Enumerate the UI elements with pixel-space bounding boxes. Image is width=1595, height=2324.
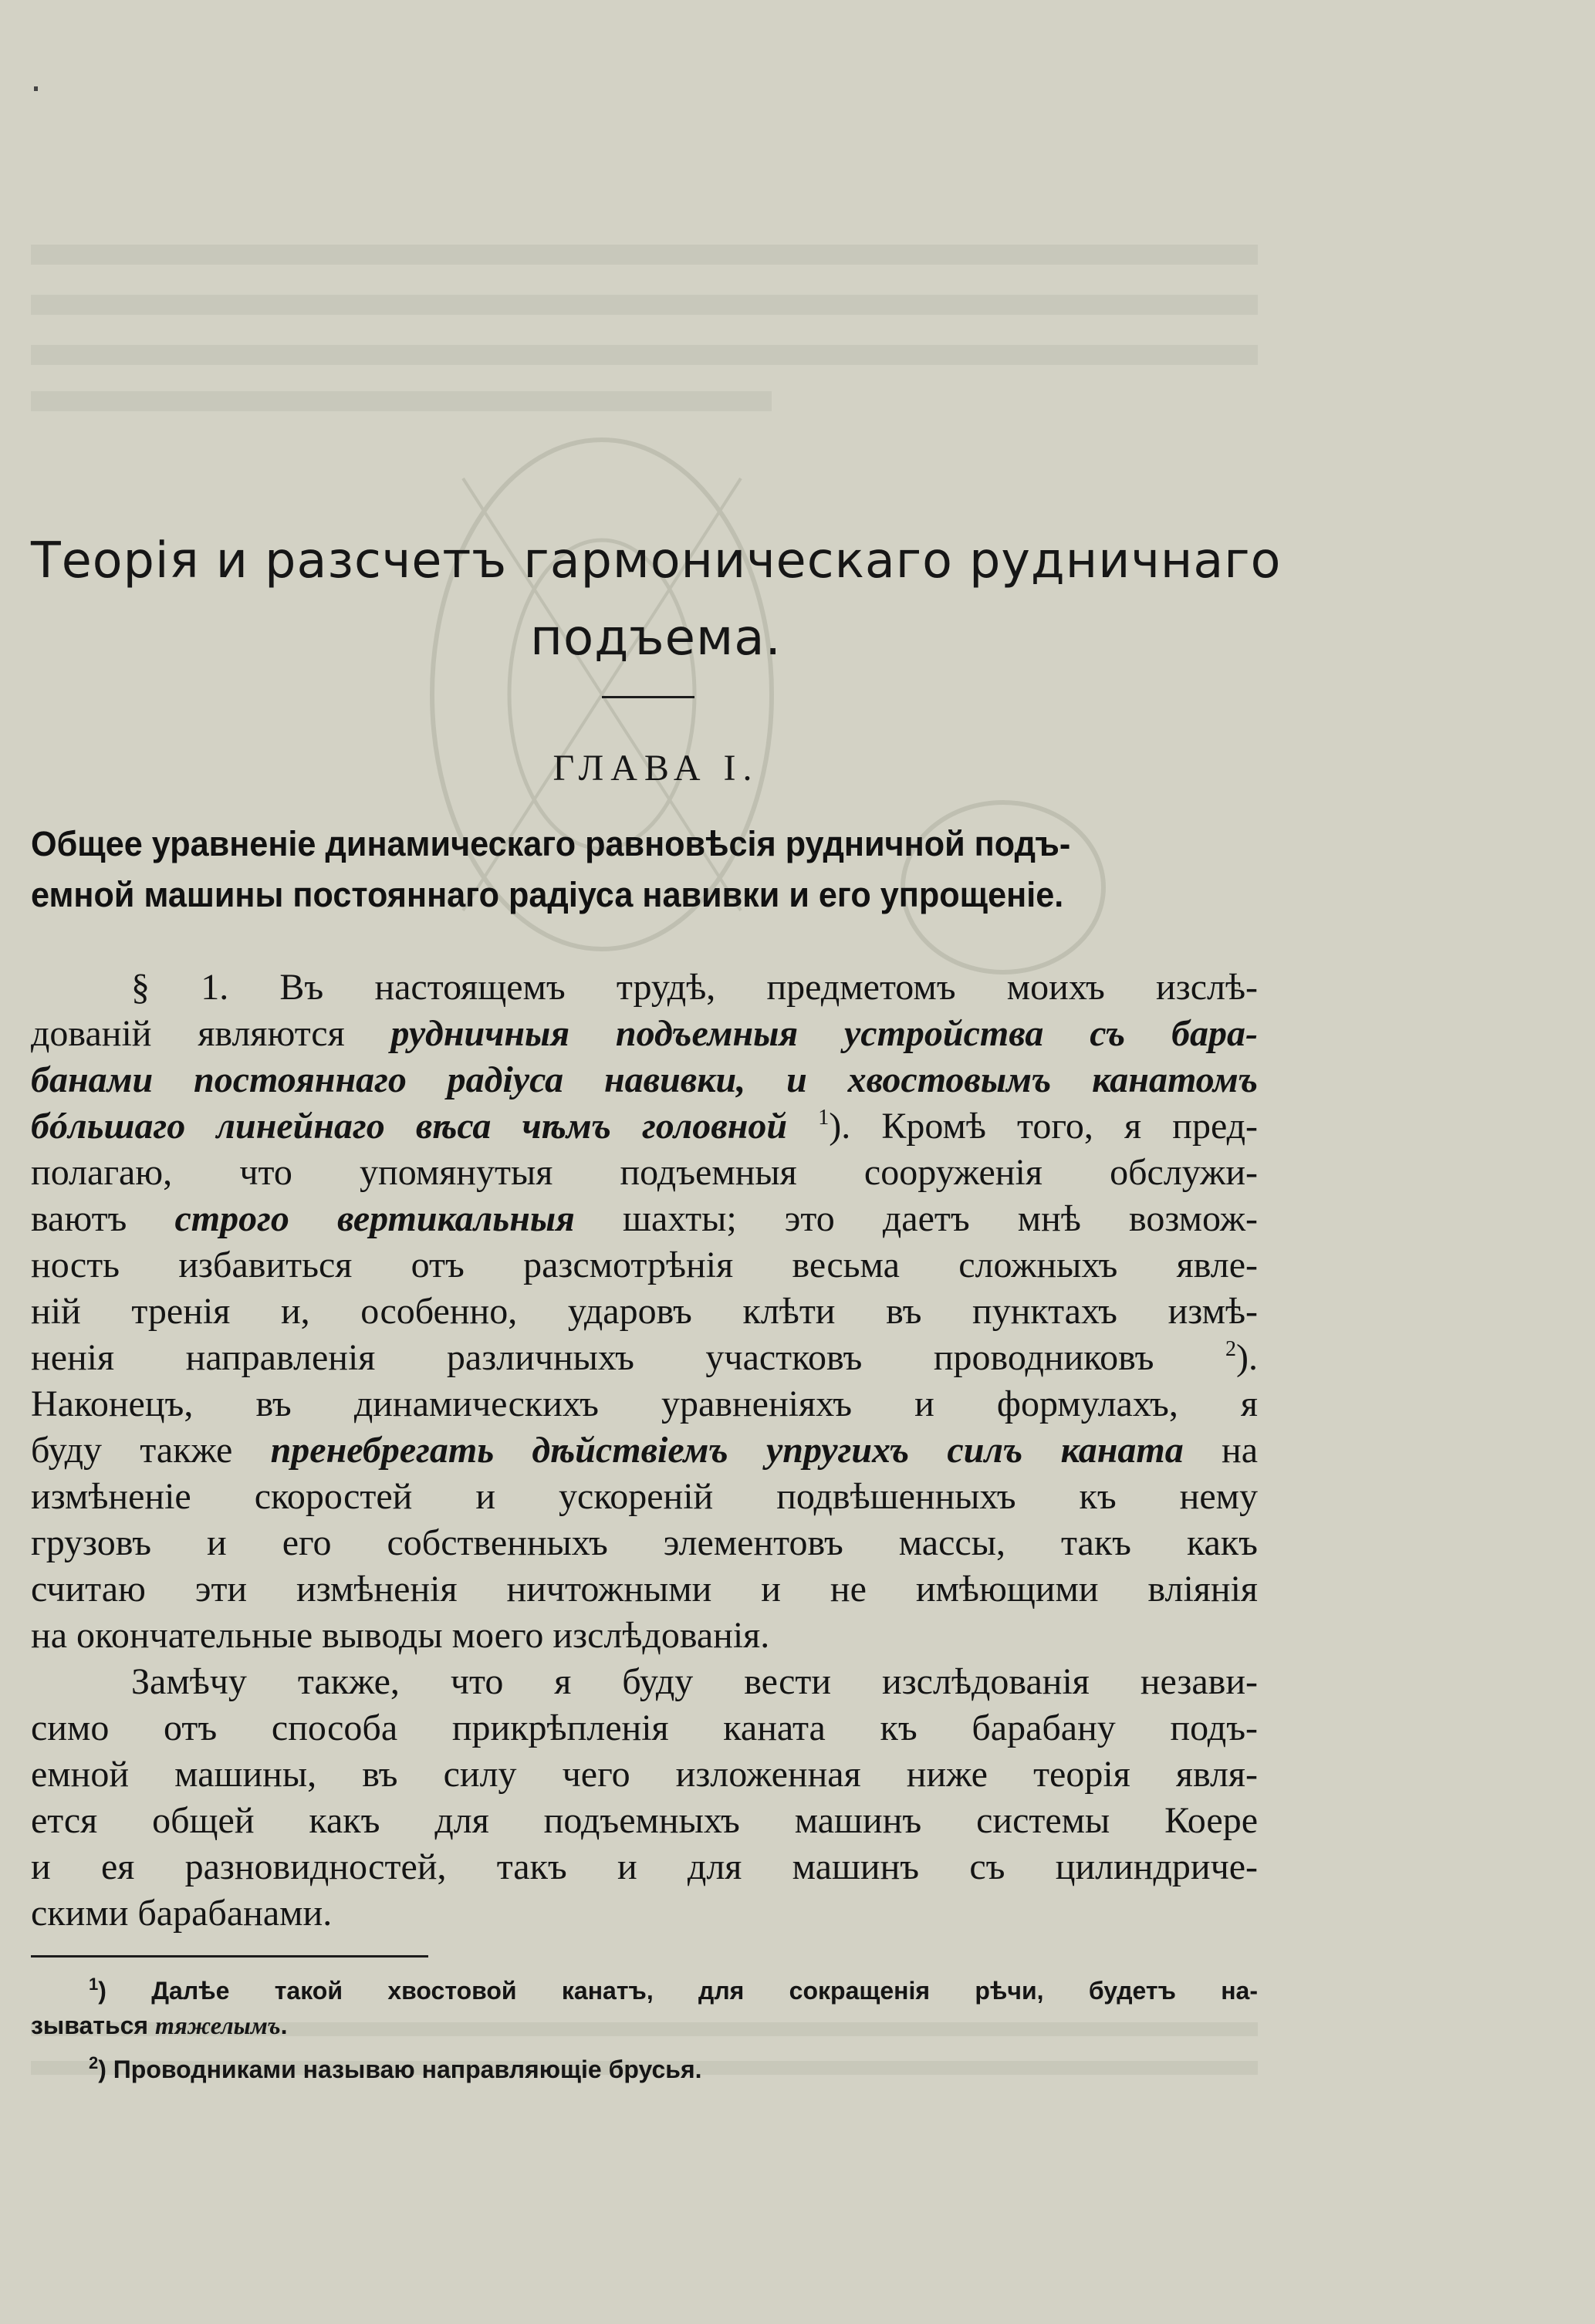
emphasis-text: банами постояннаго радіуса навивки, и хвостовымъ канатомъ	[31, 1059, 1258, 1100]
footnote-divider	[31, 1955, 428, 1957]
body-line-6	[31, 1196, 1258, 1242]
chapter-heading: ГЛАВА I.	[553, 748, 759, 789]
body-text: шахты; это даетъ мнѣ возмож-	[574, 1198, 1259, 1239]
body-line-19: ется общей какъ для подъемныхъ машинъ системы Коере	[31, 1800, 1258, 1841]
body-line-7: ность избавиться отъ разсмотрѣнія весьма сложныхъ явле-	[31, 1245, 1258, 1285]
page-title-line-1: Теорія и разсчетъ гармоническаго рудничнаго	[31, 532, 1282, 589]
body-line-1: § 1. Въ настоящемъ трудѣ, предметомъ моихъ изслѣ-	[131, 967, 1258, 1008]
footnote-marker-2: 2	[89, 2053, 99, 2072]
chapter-subtitle-line-2: емной машины постояннаго радіуса навивки и его упрощеніе.	[31, 875, 1064, 914]
body-line-13: грузовъ и его собственныхъ элементовъ массы, такъ какъ	[31, 1522, 1258, 1563]
body-line-12: измѣненіе скоростей и ускореній подвѣшенныхъ къ нему	[31, 1476, 1258, 1517]
body-line-9	[31, 1335, 1258, 1381]
chapter-subtitle-line-1: Общее уравненіе динамическаго равновѣсія рудничной подъ-	[31, 824, 1071, 863]
body-line-20: и ея разновидностей, такъ и для машинъ съ цилиндриче-	[31, 1846, 1258, 1887]
body-line-21: скими барабанами.	[31, 1893, 333, 1934]
footnote-text: ) Далѣе такой хвостовой канатъ, для сокращенія рѣчи, будетъ на-	[98, 1977, 1258, 2005]
title-divider	[602, 696, 694, 698]
body-text: буду также	[31, 1430, 271, 1471]
body-text: дованій являются	[31, 1013, 391, 1054]
body-text: ваютъ	[31, 1198, 175, 1239]
body-line-4	[31, 1103, 1258, 1150]
footnote-text: .	[280, 2012, 288, 2039]
footnote-2	[89, 2052, 1258, 2086]
body-text: ненія направленія различныхъ участковъ проводниковъ	[31, 1337, 1226, 1378]
footnote-text: ) Проводниками называю направляющіе брусья.	[98, 2055, 702, 2083]
body-line-5: полагаю, что упомянутыя подъемныя сооруженія обслужи-	[31, 1152, 1258, 1193]
body-line-14: считаю эти измѣненія ничтожными и не имѣющими вліянія	[31, 1569, 1258, 1610]
emphasis-text: бóльшаго линейнаго вѣса чѣмъ головной	[31, 1106, 788, 1147]
footnote-emphasis: тяжелымъ	[154, 2012, 281, 2039]
page-title-line-2: подъема.	[530, 610, 782, 667]
emphasis-text: рудничныя подъемныя устройства съ бара-	[390, 1013, 1258, 1054]
body-line-11	[31, 1427, 1258, 1474]
body-line-17: симо отъ способа прикрѣпленія каната къ барабану подъ-	[31, 1708, 1258, 1748]
body-line-8: ній тренія и, особенно, ударовъ клѣти въ пунктахъ измѣ-	[31, 1291, 1258, 1332]
body-text: ). Кромѣ того, я пред-	[829, 1106, 1259, 1147]
body-line-10: Наконецъ, въ динамическихъ уравненіяхъ и формулахъ, я	[31, 1383, 1258, 1424]
body-line-3	[31, 1057, 1258, 1103]
footnote-text: зываться	[31, 2012, 155, 2039]
body-text: на	[1183, 1430, 1258, 1471]
emphasis-text: строго вертикальныя	[174, 1198, 575, 1239]
footnote-1-line-2	[31, 2008, 1258, 2042]
body-line-2	[31, 1011, 1258, 1057]
footnote-ref-2[interactable]: 2	[1225, 1337, 1237, 1361]
footnote-marker-1: 1	[89, 1974, 99, 1994]
body-line-15: на окончательные выводы моего изслѣдованія.	[31, 1615, 770, 1656]
body-line-16: Замѣчу также, что я буду вести изслѣдованія незави-	[131, 1661, 1258, 1702]
body-text: ).	[1236, 1337, 1258, 1378]
footnote-ref-1[interactable]: 1	[818, 1106, 830, 1130]
emphasis-text: пренебрегать дѣйствіемъ упругихъ силъ каната	[270, 1430, 1184, 1471]
corner-speck	[34, 86, 38, 91]
body-line-18: емной машины, въ силу чего изложенная ниже теорія явля-	[31, 1754, 1258, 1795]
footnote-1-line-1	[89, 1974, 1258, 2008]
